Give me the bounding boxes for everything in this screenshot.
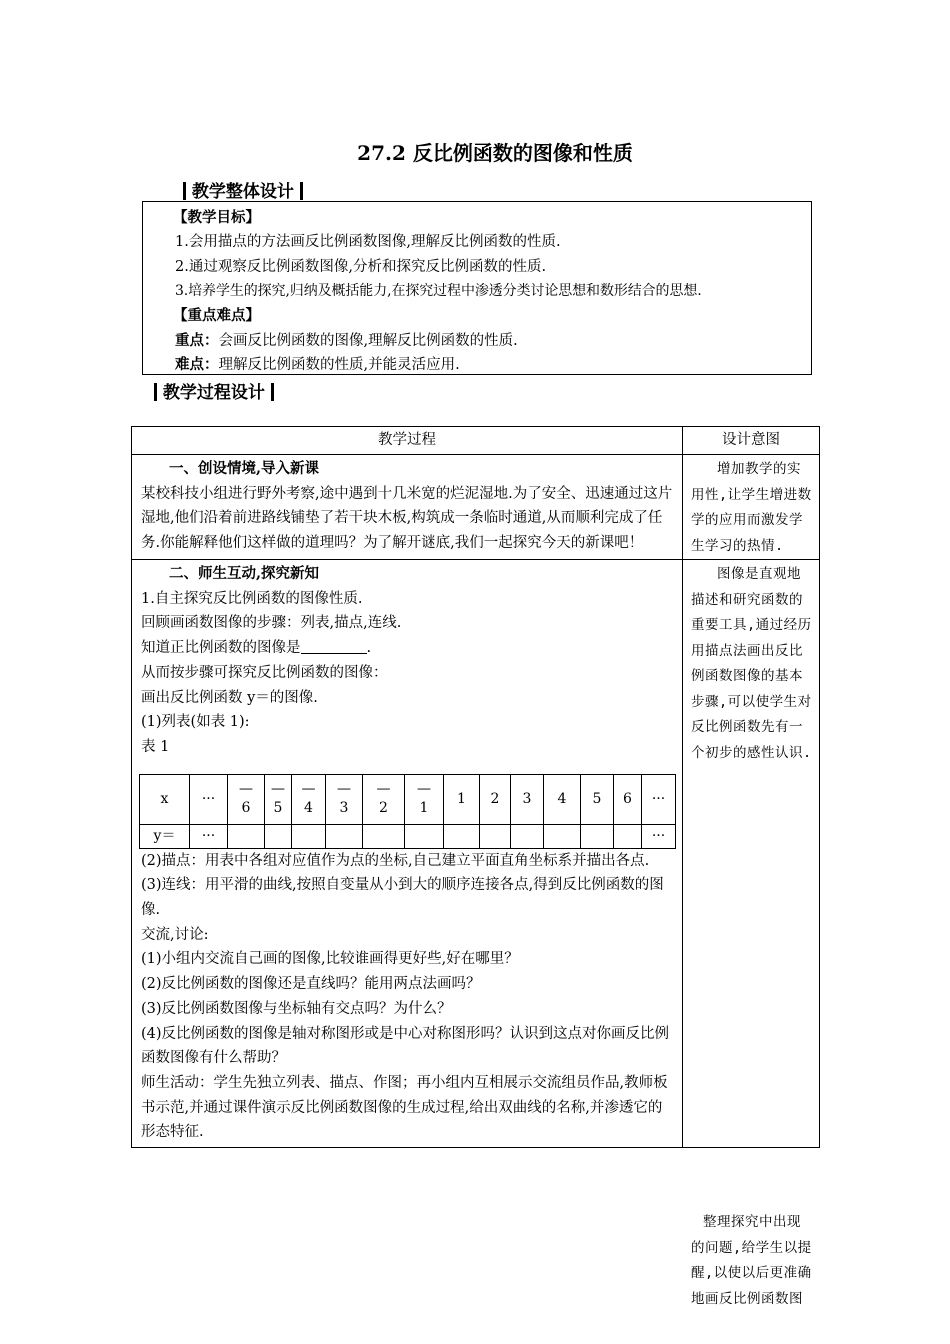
section2-line: (1)列表(如表 1): [141,714,250,731]
x-value-cell: 5 [581,774,614,824]
y-value-cell [228,824,265,848]
x-value-cell: 3 [511,774,544,824]
section2-line [141,636,674,661]
neg-sign: — [417,781,431,798]
objective-item: 1.会用描点的方法画反比例函数图像,理解反比例函数的性质. [175,234,561,250]
section2-title: 二、师生互动,探究新知 [169,565,320,582]
section2-line: 师生活动：学生先独立列表、描点、作图；再小组内互相展示交流组员作品,教师板书示范,并通过课件演示反比例函数图像的生成过程,给出双曲线的名称,并渗透它的形态特征. [141,1074,668,1141]
section1-title: 一、创设情境,导入新课 [169,460,320,477]
x-value-cell [405,774,444,824]
y-value-cell [511,824,544,848]
x-value: 6 [241,800,251,817]
process-table-header [132,427,820,455]
y-value-cell [292,824,326,848]
x-value-cell [265,774,292,824]
y-value-cell [326,824,363,848]
section2-row [132,560,820,1148]
ellipsis-cell: ··· [190,824,228,848]
value-table-x-row [140,774,676,824]
y-label: y＝ [140,824,190,848]
overall-design-box [142,201,812,375]
ellipsis-cell: ··· [642,824,676,848]
section1-content [132,455,683,560]
section2-line: 回顾画函数图像的步骤：列表,描点,连线. [141,615,402,632]
key-text: 会画反比例函数的图像,理解反比例函数的性质. [218,333,518,349]
value-table-y-row [140,824,676,848]
x-value: 2 [379,800,388,817]
x-value: 3 [339,800,349,817]
section1-intent [683,455,820,560]
x-value-cell [363,774,405,824]
keypoints-heading: 【重点难点】 [173,307,260,324]
y-value-cell [614,824,642,848]
section2-intent [683,560,820,1307]
blank-prefix: 知道正比例函数的图像是 [141,640,301,657]
objectives-heading: 【教学目标】 [173,209,260,226]
x-value-cell: 4 [544,774,581,824]
x-value-cell: 6 [614,774,642,824]
section2-line: (4)反比例函数的图像是轴对称图形或是中心对称图形吗？认识到这点对你画反比例函数图像有什么帮助？ [141,1025,670,1067]
section1-text: 某校科技小组进行野外考察,途中遇到十几米宽的烂泥湿地.为了安全、迅速通过这片湿地,他们沿着前进路线铺垫了若干块木板,构筑成一条临时通道,从而顺利完成了任务.你能解释他们这样做的道理吗？为了解开谜底,我们一起探究今天的新课吧！ [141,485,673,552]
section1-intent-text: 增加教学的实用性,让学生增进数学的应用而激发学生学习的热情. [691,461,812,554]
process-design-heading-text: 教学过程设计 [162,383,265,403]
ellipsis-cell: ··· [190,774,228,824]
section2-line: 表 1 [141,738,170,755]
heading-bar-right [300,182,303,200]
section2-line: (3)连线：用平滑的曲线,按照自变量从小到大的顺序连接各点,得到反比例函数的图像. [141,877,664,919]
section2-line: 画出反比例函数 y＝的图像. [141,689,318,706]
neg-sign: — [271,781,285,798]
section2-intent-text-2: 整理探究中出现的问题,给学生以提醒,以使以后更准确地画反比例函数图 [691,1214,812,1307]
difficulty-point [175,353,460,374]
neg-sign: — [301,781,316,798]
x-value: 4 [304,800,313,817]
objective-item: 3.培养学生的探究,归纳及概括能力,在探究过程中渗透分类讨论思想和数形结合的思想. [175,283,702,299]
fill-blank [301,639,367,654]
y-value-cell [405,824,444,848]
y-value-cell [480,824,511,848]
x-value-cell [228,774,265,824]
section2-line: 1.自主探究反比例函数的图像性质. [141,590,363,607]
section2-line: (1)小组内交流自己画的图像,比较谁画得更好些,好在哪里？ [141,951,519,968]
header-intent: 设计意图 [683,427,820,455]
x-label: x [140,774,190,824]
x-value-cell [292,774,326,824]
section2-line: (2)描点：用表中各组对应值作为点的坐标,自己建立平面直角坐标系并描出各点. [141,852,650,869]
value-table [139,774,676,849]
blank-suffix: . [366,640,372,657]
section2-line: (3)反比例函数图像与坐标轴有交点吗？为什么？ [141,1000,452,1017]
heading-bar-right [271,383,274,401]
y-value-cell [265,824,292,848]
x-value: 5 [273,800,283,817]
x-value: 1 [419,800,429,817]
y-value-cell [581,824,614,848]
process-table [131,426,820,1307]
section2-intent-text-1: 图像是直观地描述和研究函数的重要工具,通过经历用描点法画出反比例函数图像的基本步骤,可以使学生对反比例函数先有一个初步的感性认识. [691,566,812,761]
x-value-cell: 2 [480,774,511,824]
key-point [175,329,518,350]
header-process: 教学过程 [132,427,683,455]
y-value-cell [363,824,405,848]
y-value-cell [444,824,480,848]
section2-line: 从而按步骤可探究反比例函数的图像： [141,664,388,681]
heading-bar-left [154,383,157,401]
neg-sign: — [376,781,391,798]
process-design-heading [154,378,274,403]
y-value-cell [544,824,581,848]
section1-row [132,455,820,560]
overall-design-heading [183,177,303,202]
heading-bar-left [183,182,186,200]
neg-sign: — [239,781,253,798]
objective-item: 2.通过观察反比例函数图像,分析和探究反比例函数的性质. [175,259,547,275]
overall-design-heading-text: 教学整体设计 [191,182,294,202]
section2-content [132,560,683,1148]
x-value-cell: 1 [444,774,480,824]
section2-line: (2)反比例函数的图像还是直线吗？能用两点法画吗？ [141,976,481,993]
key-label: 重点： [175,332,219,349]
section2-line: 交流,讨论: [141,926,209,943]
difficulty-label: 难点： [175,356,219,373]
difficulty-text: 理解反比例函数的性质,并能灵活应用. [218,357,460,373]
ellipsis-cell: ··· [642,774,676,824]
page-title: 27.2 反比例函数的图像和性质 [357,141,633,165]
x-value-cell [326,774,363,824]
neg-sign: — [337,781,351,798]
